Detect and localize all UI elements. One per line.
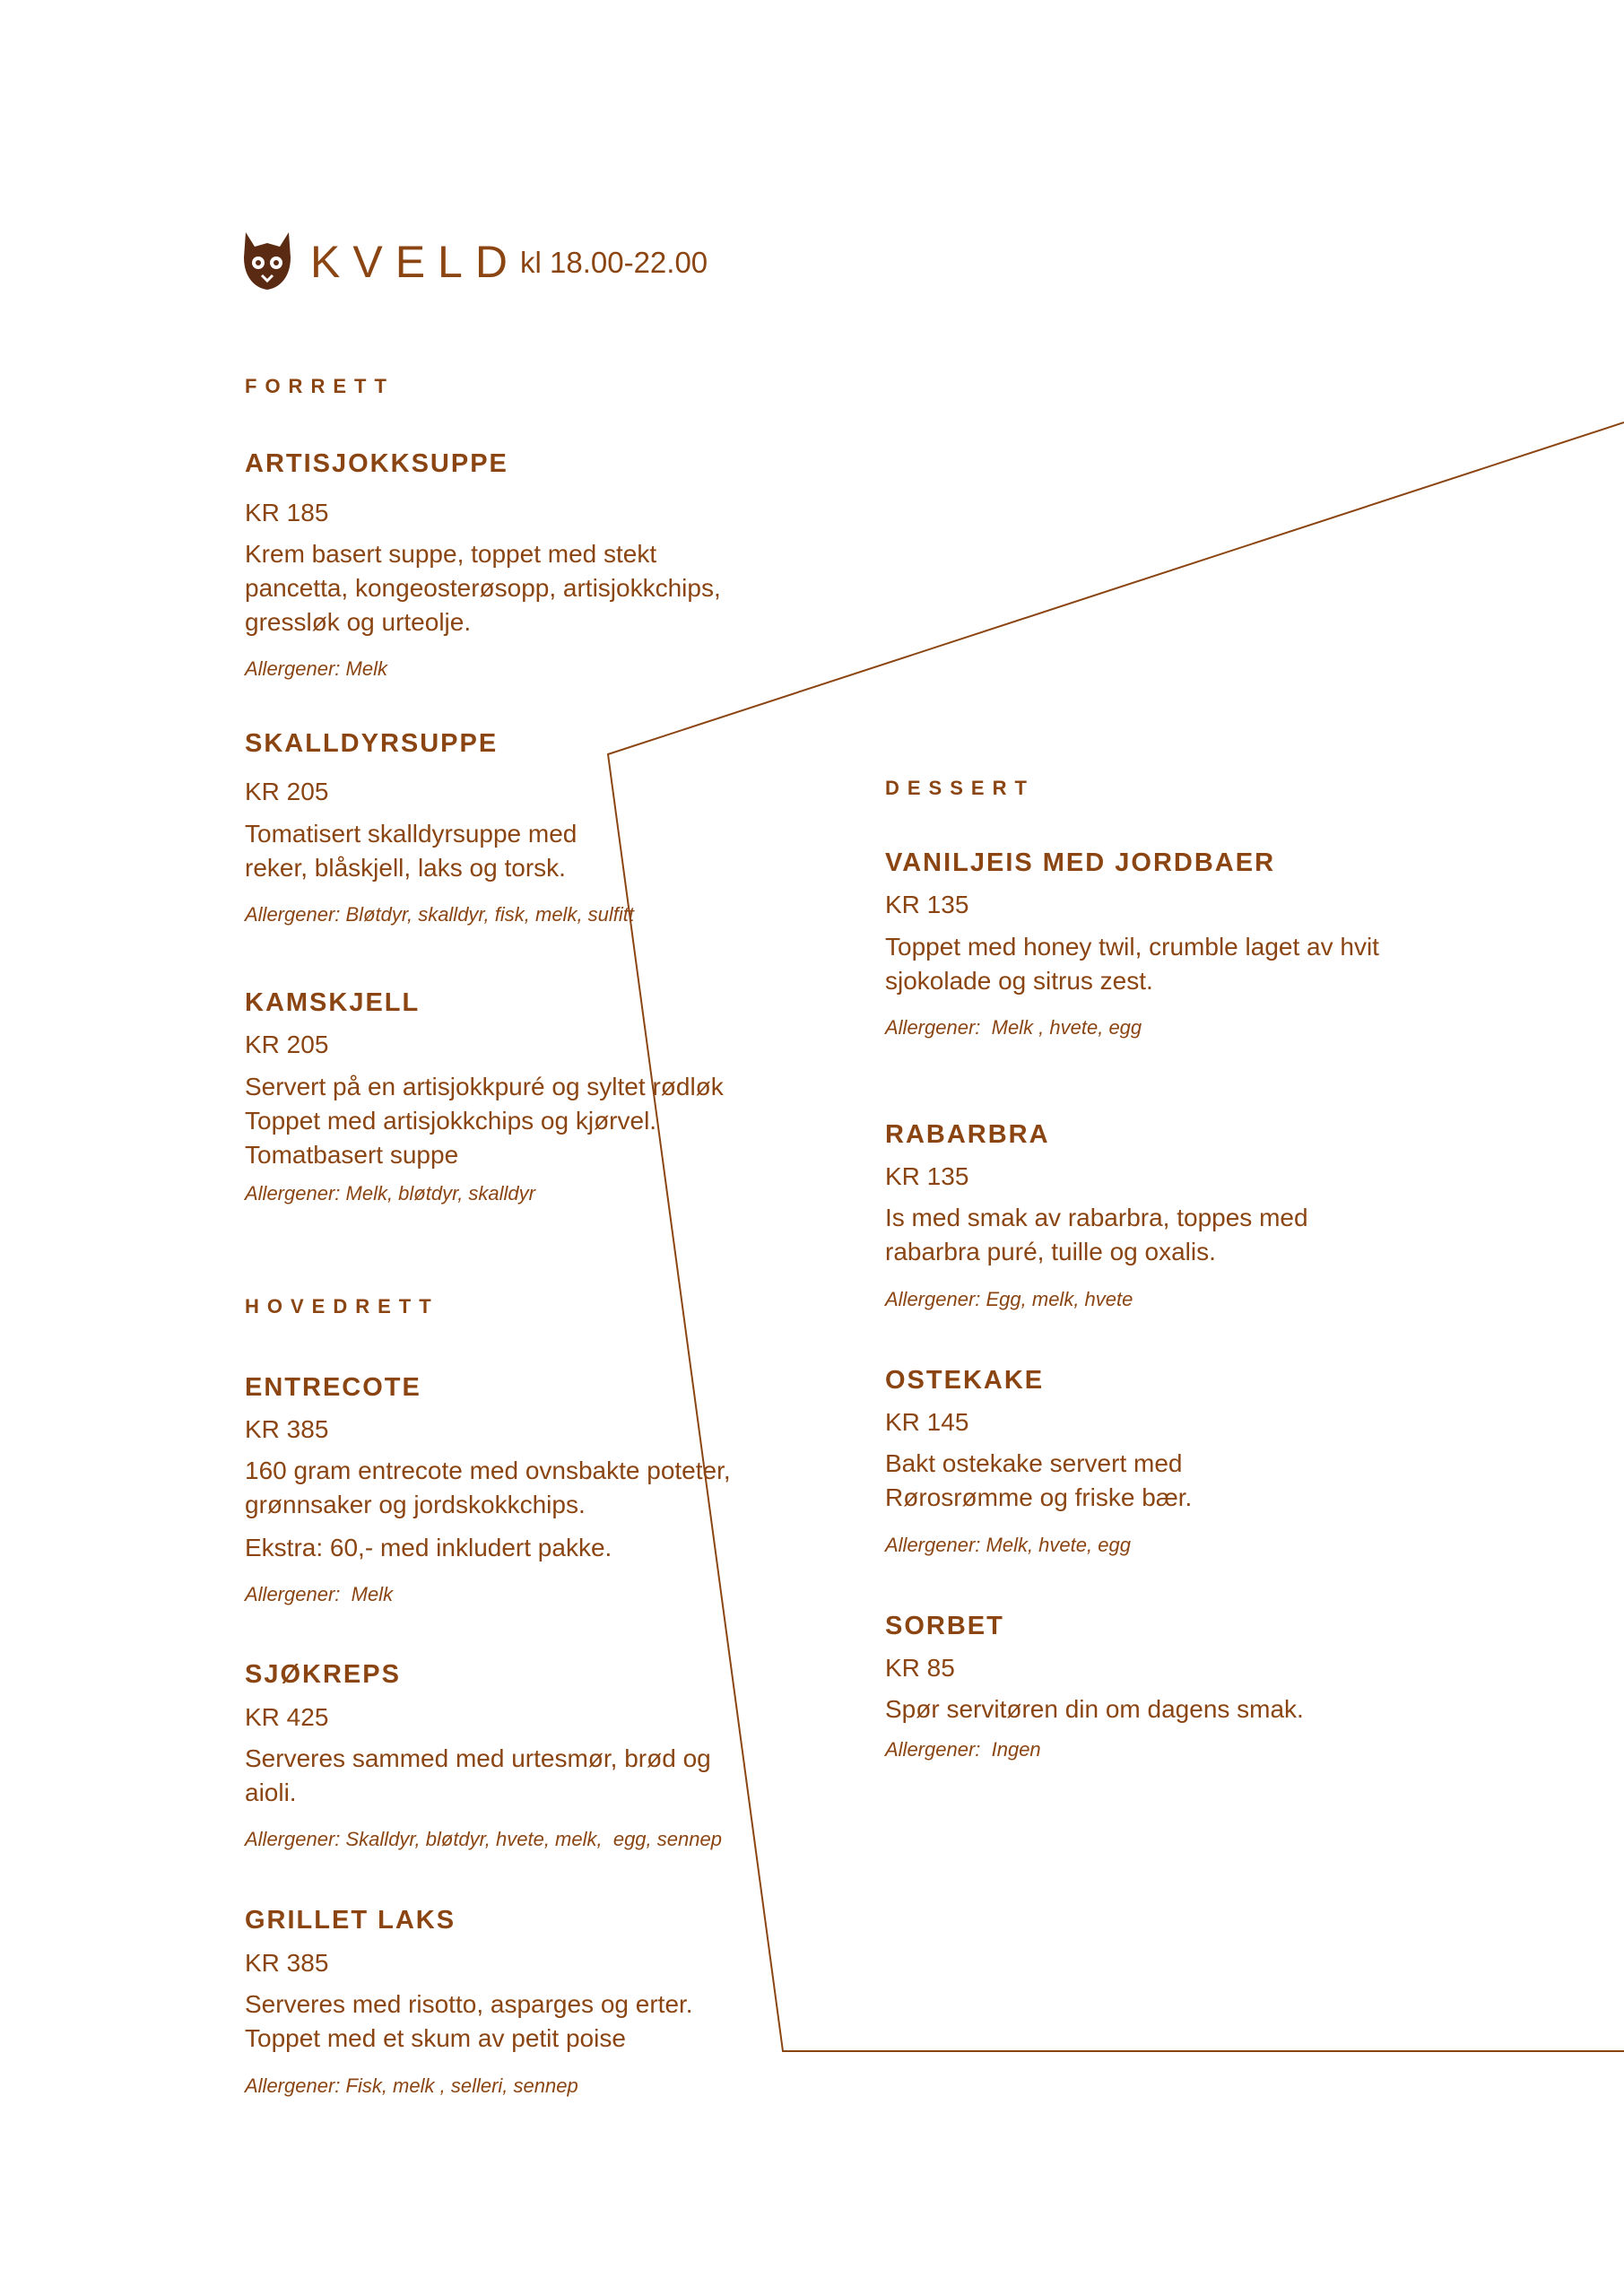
dish-description: 160 gram entrecote med ovnsbakte poteter, grønnsaker og jordskokkchips. xyxy=(245,1457,731,1518)
dish-allergens: Allergener: Melk , hvete, egg xyxy=(885,1016,1142,1039)
lynx-icon xyxy=(242,230,292,291)
section-heading-hovedrett: HOVEDRETT xyxy=(245,1295,439,1318)
dish-price: KR 205 xyxy=(245,778,329,805)
serving-hours: kl 18.00-22.00 xyxy=(520,246,708,279)
dish-price: KR 135 xyxy=(885,1162,969,1190)
dish-name: KAMSKJELL xyxy=(245,988,421,1017)
dish-name: GRILLET LAKS xyxy=(245,1906,456,1935)
dish-allergens: Allergener: Bløtdyr, skalldyr, fisk, melk, sulfitt xyxy=(245,903,635,926)
dish-description: Serveres sammed med urtesmør, brød og aioli. xyxy=(245,1744,711,1806)
dish-description: Bakt ostekake servert med Rørosrømme og friske bær. xyxy=(885,1449,1193,1511)
dish-name: OSTEKAKE xyxy=(885,1366,1045,1395)
dish-name: SORBET xyxy=(885,1612,1004,1640)
dish-allergens: Allergener: Melk, hvete, egg xyxy=(885,1534,1131,1556)
dish-extra: Ekstra: 60,- med inkludert pakke. xyxy=(245,1534,612,1561)
dish-allergens: Allergener: Melk, bløtdyr, skalldyr xyxy=(245,1182,535,1205)
dish-price: KR 425 xyxy=(245,1703,329,1731)
dish-description: Tomatisert skalldyrsuppe med reker, blåskjell, laks og torsk. xyxy=(245,820,578,882)
dish-description: Krem basert suppe, toppet med stekt pancetta, kongeosterøsopp, artisjokkchips, gressløk og urteolje. xyxy=(245,540,721,636)
dish-name: VANILJEIS MED JORDBAER xyxy=(885,848,1276,877)
dish-allergens: Allergener: Melk xyxy=(245,1583,394,1605)
dish-description: Is med smak av rabarbra, toppes med rabarbra puré, tuille og oxalis. xyxy=(885,1204,1308,1265)
dish-allergens: Allergener: Ingen xyxy=(885,1738,1041,1761)
dish-name: SKALLDYRSUPPE xyxy=(245,729,499,758)
menu-title: KVELD xyxy=(310,237,520,287)
dish-price: KR 85 xyxy=(885,1654,955,1682)
dish-allergens: Allergener: Melk xyxy=(245,657,387,680)
dish-price: KR 385 xyxy=(245,1415,329,1443)
dish-name: RABARBRA xyxy=(885,1120,1050,1149)
dish-name: SJØKREPS xyxy=(245,1660,401,1689)
dish-description: Servert på en artisjokkpuré og syltet rødløk Toppet med artisjokkchips og kjørvel. Tomatbasert suppe xyxy=(245,1073,724,1169)
dish-allergens: Allergener: Skalldyr, bløtdyr, hvete, melk, egg, sennep xyxy=(245,1828,722,1850)
section-heading-forrett: FORRETT xyxy=(245,375,395,397)
dish-price: KR 205 xyxy=(245,1031,329,1058)
dish-allergens: Allergener: Egg, melk, hvete xyxy=(885,1288,1133,1310)
dish-price: KR 135 xyxy=(885,891,969,918)
section-heading-dessert: DESSERT xyxy=(885,777,1035,799)
dish-description: Spør servitøren din om dagens smak. xyxy=(885,1695,1304,1723)
dish-price: KR 185 xyxy=(245,499,329,526)
dish-price: KR 385 xyxy=(245,1949,329,1977)
dish-description: Serveres med risotto, asparges og erter. Toppet med et skum av petit poise xyxy=(245,1990,693,2052)
dish-name: ARTISJOKKSUPPE xyxy=(245,449,508,478)
dish-allergens: Allergener: Fisk, melk , selleri, sennep xyxy=(245,2074,578,2097)
dish-name: ENTRECOTE xyxy=(245,1373,421,1402)
dish-description: Toppet med honey twil, crumble laget av hvit sjokolade og sitrus zest. xyxy=(885,933,1379,995)
dish-price: KR 145 xyxy=(885,1408,969,1436)
